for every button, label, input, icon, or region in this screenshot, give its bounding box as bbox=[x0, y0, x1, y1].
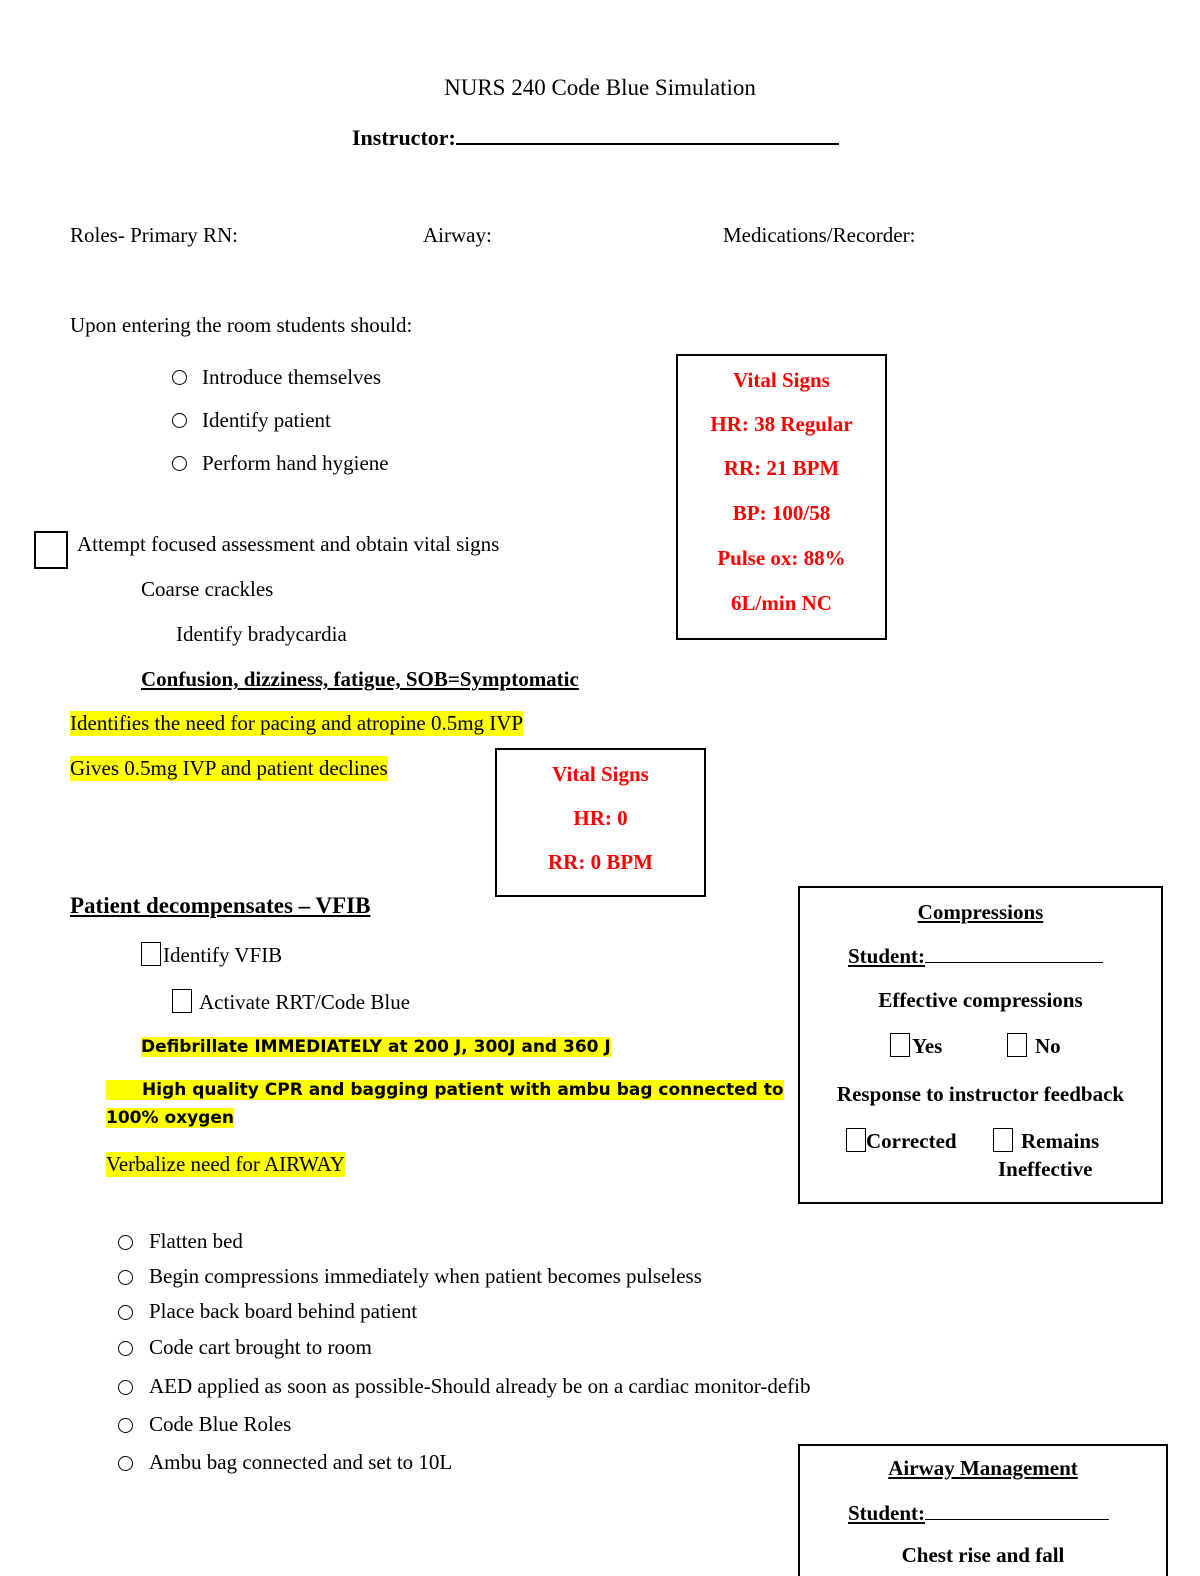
activate-code-blue-checkbox[interactable] bbox=[172, 989, 192, 1013]
airway-student-field bbox=[848, 1501, 1109, 1526]
bullet-circle-icon bbox=[172, 413, 187, 428]
student-label: Student: bbox=[848, 1501, 926, 1525]
step-item: Ambu bag connected and set to 10L bbox=[149, 1450, 453, 1474]
chest-rise-label: Chest rise and fall bbox=[901, 1543, 1065, 1567]
assessment-checkbox[interactable] bbox=[34, 531, 68, 569]
remains-ineffective-checkbox[interactable] bbox=[993, 1128, 1013, 1152]
step-item: Begin compressions immediately when patient becomes pulseless bbox=[149, 1264, 702, 1288]
vfib-heading: Patient decompensates – VFIB bbox=[70, 893, 371, 918]
symptomatic-note: Confusion, dizziness, fatigue, SOB=Symptomatic bbox=[141, 667, 579, 691]
verbalize-airway-note: Verbalize need for AIRWAY bbox=[106, 1152, 345, 1176]
instructor-blank[interactable] bbox=[456, 143, 839, 145]
identify-vfib-item bbox=[141, 942, 282, 968]
instructor-feedback-label: Response to instructor feedback bbox=[836, 1082, 1125, 1106]
entry-intro: Upon entering the room students should: bbox=[70, 313, 413, 337]
corrected-option bbox=[846, 1128, 957, 1154]
step-item: Flatten bed bbox=[149, 1229, 243, 1253]
identify-bradycardia: Identify bradycardia bbox=[176, 622, 347, 646]
vital-sign-rr: RR: 21 BPM bbox=[723, 456, 840, 480]
step-item: Code cart brought to room bbox=[149, 1335, 372, 1359]
vital-sign-rr: RR: 0 BPM bbox=[548, 850, 653, 874]
student-blank[interactable] bbox=[925, 962, 1103, 963]
pacing-atropine-note: Identifies the need for pacing and atropine 0.5mg IVP bbox=[70, 711, 524, 735]
vital-signs-title: Vital Signs bbox=[733, 368, 830, 392]
bullet-circle-icon bbox=[118, 1380, 133, 1395]
step-item: Place back board behind patient bbox=[149, 1299, 418, 1323]
bullet-circle-icon bbox=[118, 1235, 133, 1250]
instructor-label: Instructor: bbox=[352, 125, 456, 150]
bullet-circle-icon bbox=[172, 456, 187, 471]
vital-sign-hr: HR: 0 bbox=[573, 806, 628, 830]
entry-item: Identify patient bbox=[202, 408, 331, 432]
identify-vfib-label: Identify VFIB bbox=[163, 943, 283, 967]
assessment-item: Attempt focused assessment and obtain vital signs bbox=[77, 532, 500, 556]
defibrillate-note: Defibrillate IMMEDIATELY at 200 J, 300J and 360 J bbox=[141, 1037, 611, 1057]
step-item: AED applied as soon as possible-Should already be on a cardiac monitor-defib bbox=[149, 1374, 811, 1398]
yes-option bbox=[890, 1033, 942, 1059]
role-airway: Airway: bbox=[423, 223, 492, 247]
airway-management-title: Airway Management bbox=[888, 1456, 1078, 1480]
bullet-circle-icon bbox=[118, 1456, 133, 1471]
yes-checkbox[interactable] bbox=[890, 1033, 910, 1057]
no-label: No bbox=[1035, 1034, 1061, 1058]
no-option bbox=[1007, 1033, 1061, 1059]
vital-signs-box-arrest bbox=[495, 748, 706, 897]
airway-management-box bbox=[798, 1444, 1168, 1576]
coarse-crackles: Coarse crackles bbox=[141, 577, 274, 601]
role-medications-recorder: Medications/Recorder: bbox=[723, 223, 916, 247]
gives-atropine-note: Gives 0.5mg IVP and patient declines bbox=[70, 756, 388, 780]
vital-sign-bp: BP: 100/58 bbox=[732, 501, 831, 525]
no-checkbox[interactable] bbox=[1007, 1033, 1027, 1057]
compressions-box bbox=[798, 886, 1163, 1204]
bullet-circle-icon bbox=[118, 1418, 133, 1433]
bullet-circle-icon bbox=[118, 1305, 133, 1320]
page-title: NURS 240 Code Blue Simulation bbox=[444, 75, 756, 100]
instructor-field bbox=[352, 125, 839, 151]
role-primary-rn: Roles- Primary RN: bbox=[70, 223, 238, 247]
student-label: Student: bbox=[848, 944, 926, 968]
entry-item: Perform hand hygiene bbox=[202, 451, 389, 475]
ineffective-label: Ineffective bbox=[998, 1157, 1093, 1181]
step-item: Code Blue Roles bbox=[149, 1412, 292, 1436]
activate-code-blue-item bbox=[172, 989, 410, 1015]
vital-sign-hr: HR: 38 Regular bbox=[710, 412, 853, 436]
cpr-note-line1: High quality CPR and bagging patient with ambu bag connected to bbox=[106, 1080, 784, 1100]
compressions-student-field bbox=[848, 944, 1103, 969]
bullet-circle-icon bbox=[118, 1341, 133, 1356]
cpr-note-line2: 100% oxygen bbox=[106, 1108, 234, 1128]
corrected-label: Corrected bbox=[866, 1129, 957, 1153]
corrected-checkbox[interactable] bbox=[846, 1128, 866, 1152]
vital-signs-box-initial bbox=[676, 354, 887, 640]
remains-label: Remains bbox=[1021, 1129, 1100, 1153]
identify-vfib-checkbox[interactable] bbox=[141, 942, 161, 966]
vital-sign-oxygen: 6L/min NC bbox=[731, 591, 832, 615]
bullet-circle-icon bbox=[172, 370, 187, 385]
vital-sign-pulse-ox: Pulse ox: 88% bbox=[717, 546, 846, 570]
bullet-circle-icon bbox=[118, 1270, 133, 1285]
effective-compressions-label: Effective compressions bbox=[878, 988, 1083, 1012]
activate-code-blue-label: Activate RRT/Code Blue bbox=[199, 990, 411, 1014]
vital-signs-title: Vital Signs bbox=[552, 762, 649, 786]
compressions-title: Compressions bbox=[917, 900, 1044, 924]
remains-ineffective-option bbox=[993, 1128, 1099, 1154]
yes-label: Yes bbox=[912, 1034, 943, 1058]
student-blank[interactable] bbox=[925, 1519, 1109, 1520]
entry-item: Introduce themselves bbox=[202, 365, 382, 389]
